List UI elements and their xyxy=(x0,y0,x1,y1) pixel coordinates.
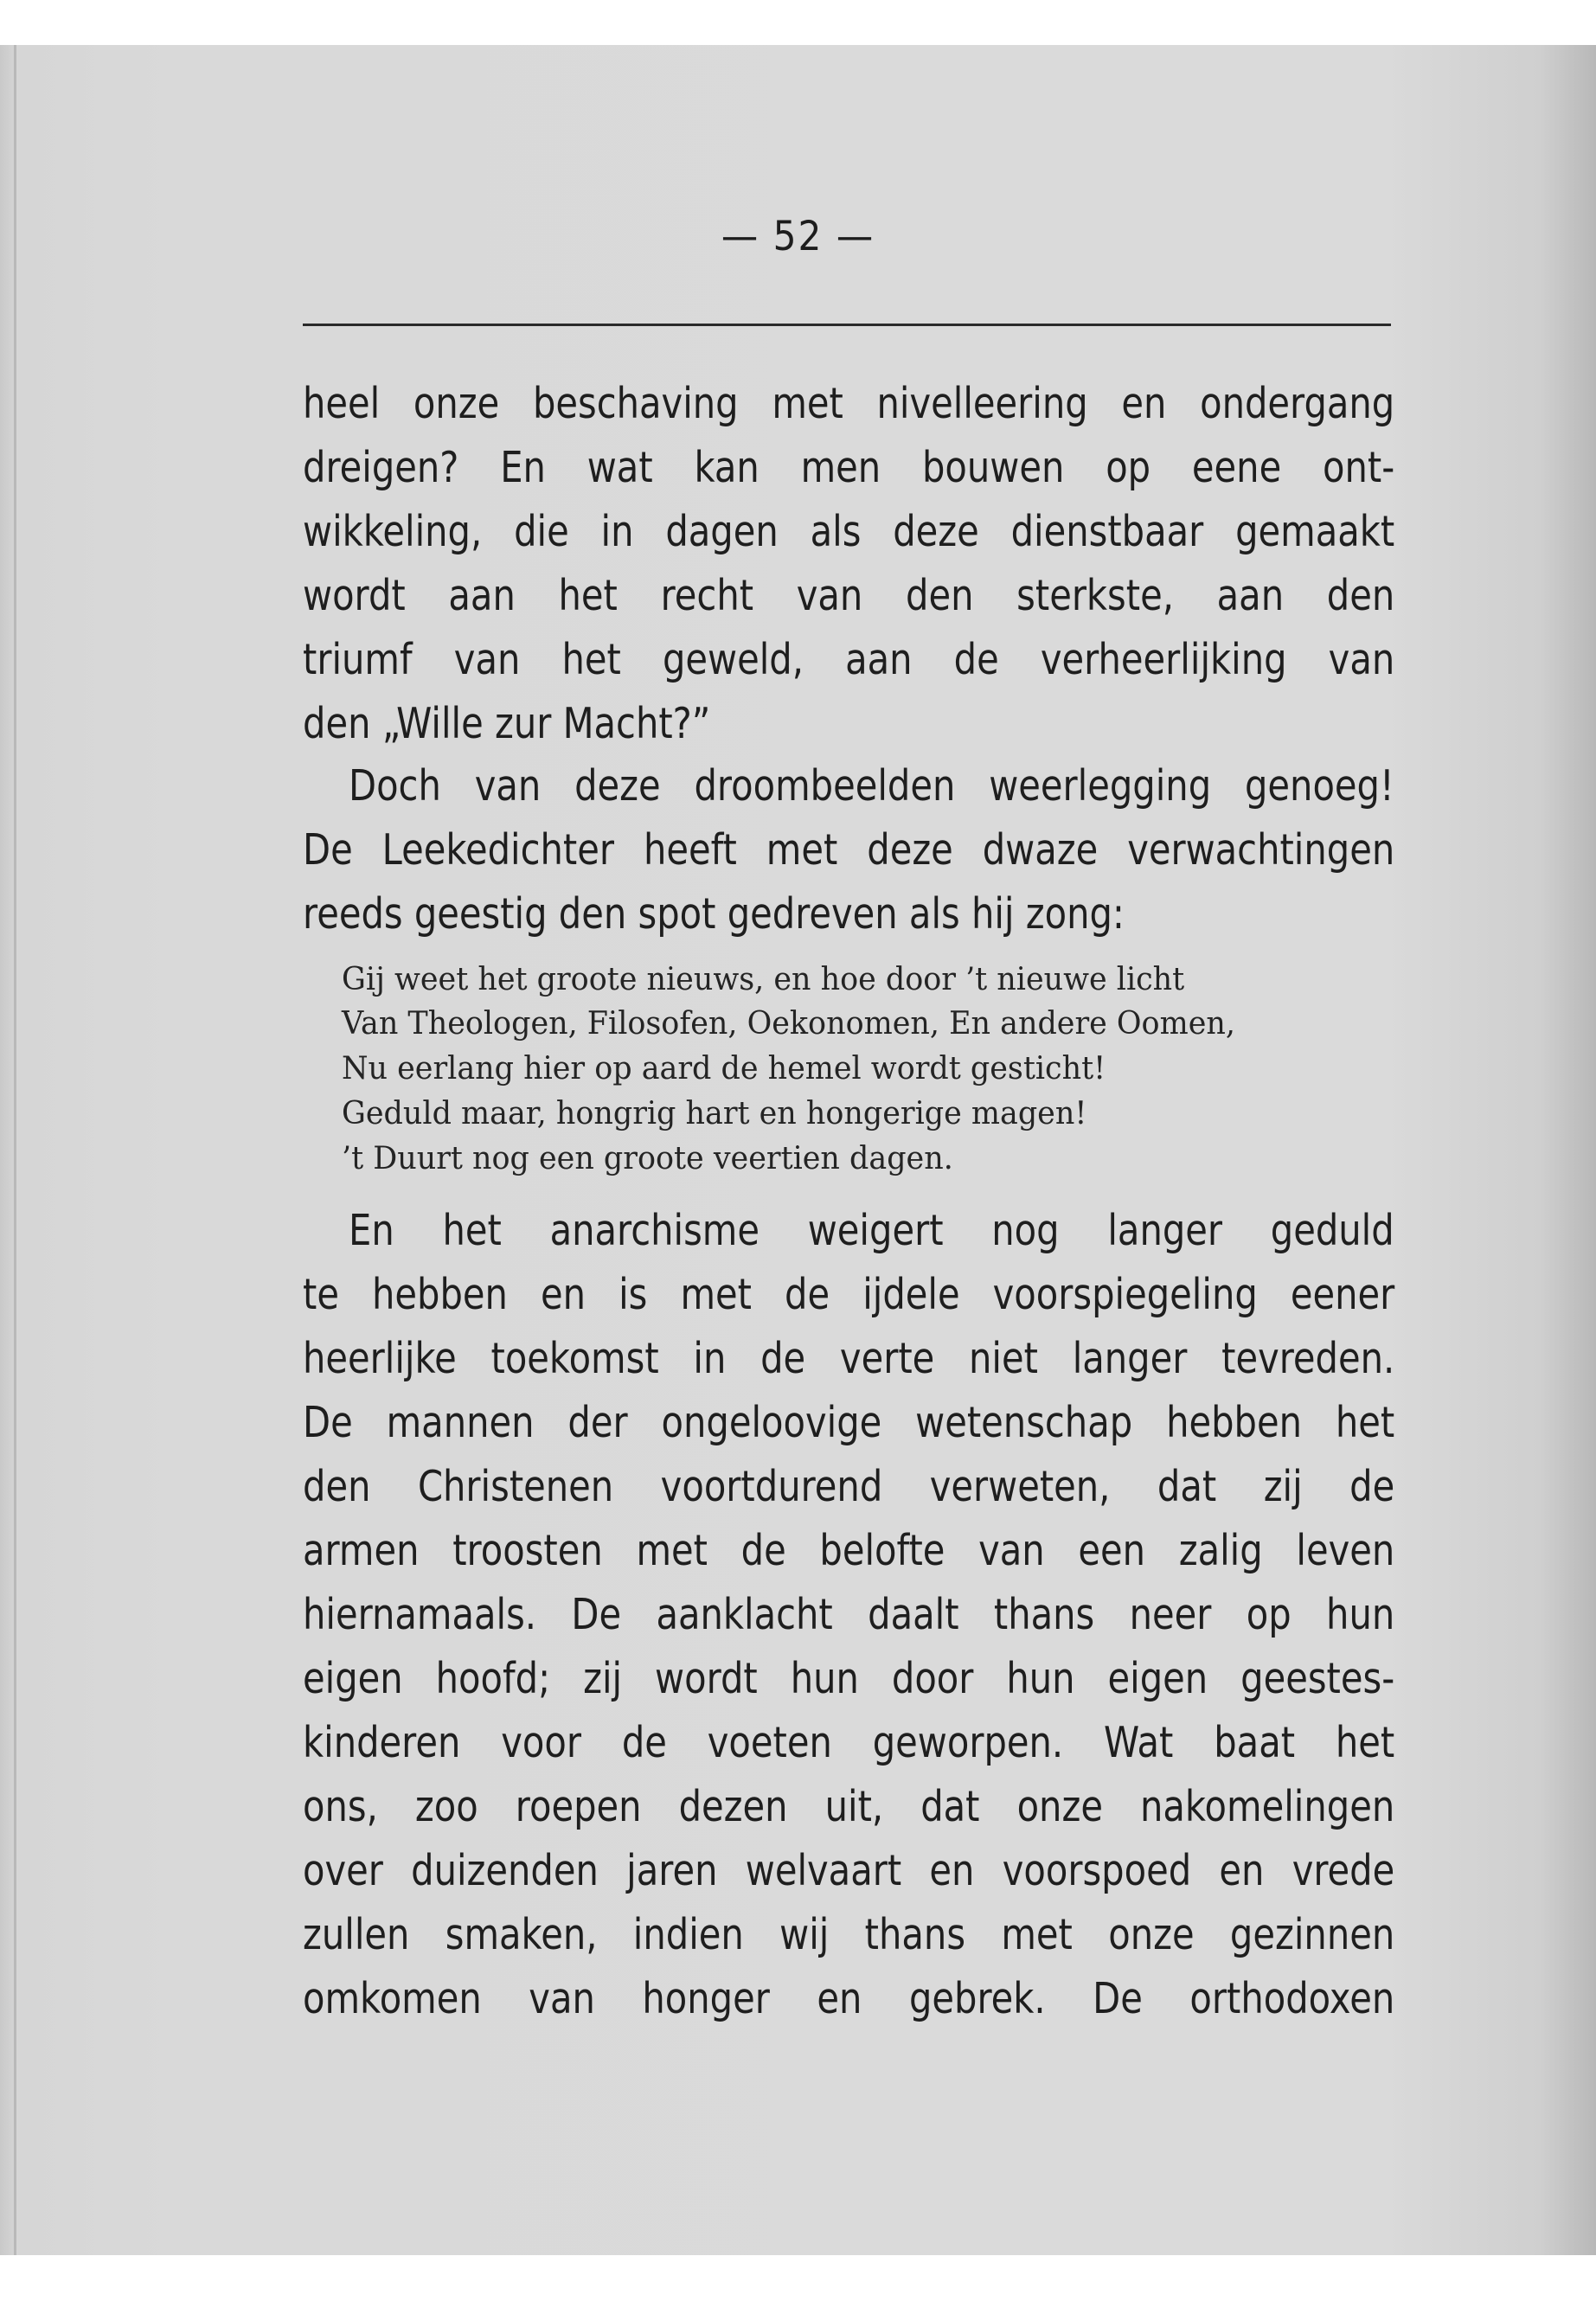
text-line: reeds geestig den spot gedreven als hij zong: xyxy=(303,889,1125,939)
text-line: den „Wille zur Macht?” xyxy=(303,699,711,748)
page-number: — 52 — xyxy=(721,213,875,260)
text-line: te hebben en is met de ijdele voorspiegeling eener xyxy=(303,1270,1395,1319)
text-line: wordt aan het recht van den sterkste, aan den xyxy=(303,571,1395,620)
text-line: dreigen? En wat kan men bouwen op eene ont- xyxy=(303,443,1395,492)
text-line: ons, zoo roepen dezen uit, dat onze nakomelingen xyxy=(303,1782,1395,1831)
verse-line: Gij weet het groote nieuws, en hoe door ’t nieuwe licht xyxy=(342,962,1185,997)
text-line: armen troosten met de belofte van een zalig leven xyxy=(303,1526,1395,1575)
verse-line: ’t Duurt nog een groote veertien dagen. xyxy=(342,1141,953,1176)
text-line: over duizenden jaren welvaart en voorspoed en vrede xyxy=(303,1846,1395,1895)
text-line: kinderen voor de voeten geworpen. Wat baat het xyxy=(303,1718,1395,1767)
text-line: eigen hoofd; zij wordt hun door hun eigen geestes- xyxy=(303,1654,1395,1703)
text-line: De Leekedichter heeft met deze dwaze verwachtingen xyxy=(303,825,1395,875)
text-line: triumf van het geweld, aan de verheerlijking van xyxy=(303,635,1395,684)
text-line: den Christenen voortdurend verweten, dat zij de xyxy=(303,1462,1395,1511)
page-edge-shadow xyxy=(14,45,16,2255)
text-line: wikkeling, die in dagen als deze dienstbaar gemaakt xyxy=(303,507,1395,556)
text-line: De mannen der ongeloovige wetenschap hebben het xyxy=(303,1398,1395,1447)
verse-line: Geduld maar, hongrig hart en hongerige magen! xyxy=(342,1096,1087,1131)
text-line: zullen smaken, indien wij thans met onze gezinnen xyxy=(303,1910,1395,1959)
text-line: heerlijke toekomst in de verte niet langer tevreden. xyxy=(303,1334,1395,1383)
header-rule xyxy=(303,324,1391,326)
verse-line: Nu eerlang hier op aard de hemel wordt gesticht! xyxy=(342,1051,1106,1086)
text-line: omkomen van honger en gebrek. De orthodoxen xyxy=(303,1974,1395,2023)
text-line: En het anarchisme weigert nog langer geduld xyxy=(349,1206,1394,1255)
text-line: Doch van deze droombeelden weerlegging genoeg! xyxy=(349,761,1394,811)
verse-line: Van Theologen, Filosofen, Oekonomen, En andere Oomen, xyxy=(342,1006,1235,1042)
text-line: hiernamaals. De aanklacht daalt thans neer op hun xyxy=(303,1590,1395,1639)
text-line: heel onze beschaving met nivelleering en ondergang xyxy=(303,379,1395,428)
